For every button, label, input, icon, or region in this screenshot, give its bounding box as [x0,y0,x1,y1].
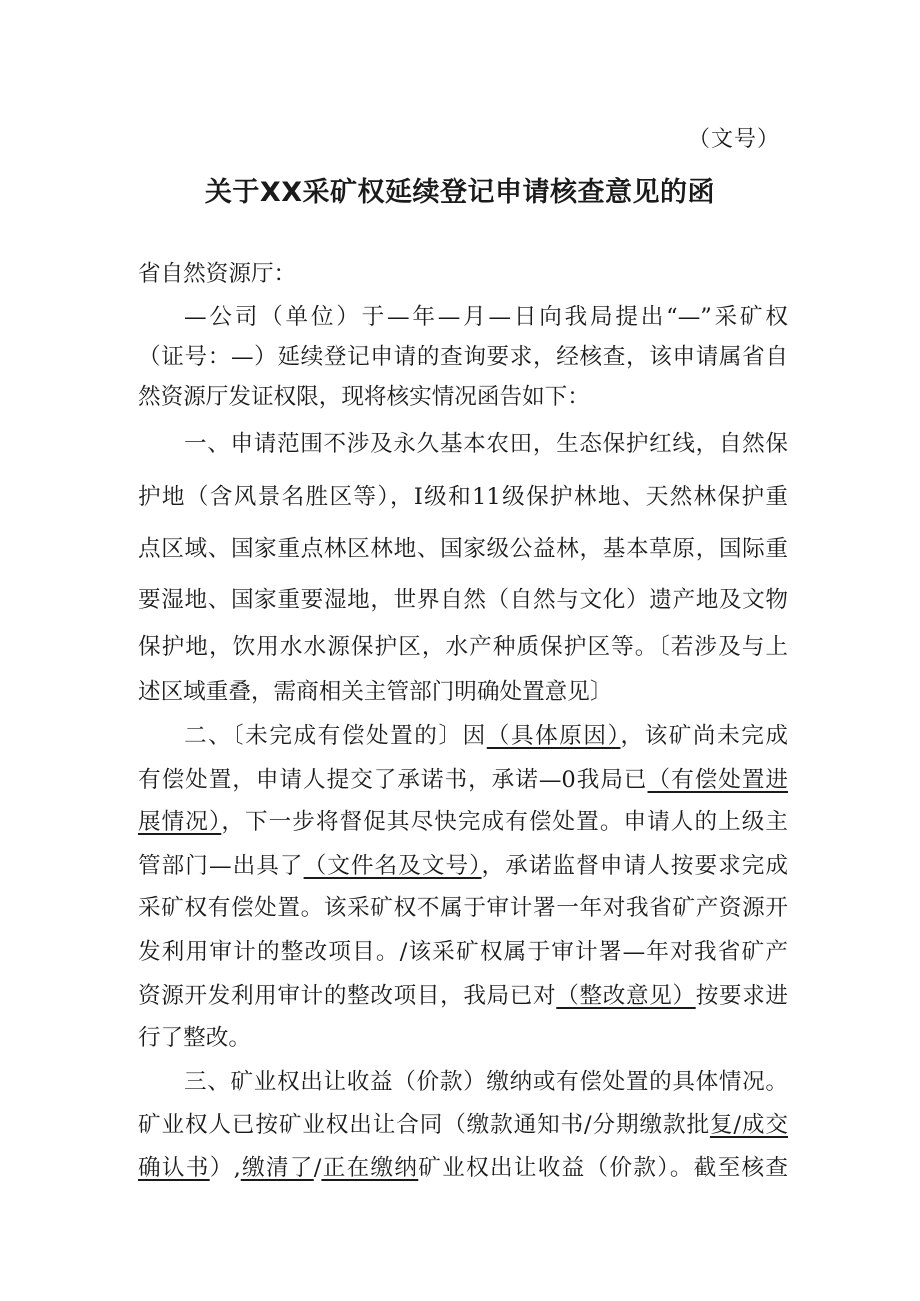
body-line [138,340,788,374]
underlined-text: （整改意见） [556,983,696,1009]
text-segment: ，下一步将督促其尽快完成有偿处置。申请人的上级主 [221,809,788,835]
text-segment: 三、矿业权出让收益（价款）缴纳或有偿处置的具体情况。 [184,1069,788,1095]
text-segment: 一、申请范围不涉及永久基本农田，生态保护红线，自然保 [184,431,788,457]
body-line [138,891,788,925]
text-segment: ）, [209,1155,241,1181]
body-line [138,719,788,753]
text-segment: / [313,1155,322,1181]
underlined-text: 展情况） [138,809,222,835]
text-segment: 保护地，饮用水水源保护区，水产种质保护区等。〔若涉及与上 [138,634,788,660]
underlined-text: （具体原因） [486,723,621,749]
body-line [138,480,788,514]
text-segment: 要湿地、国家重要湿地，世界自然（自然与文化）遗产地及文物 [138,587,788,613]
text-segment: 然资源厅发证权限，现将核实情况函告如下： [138,384,590,410]
body-line [138,380,788,414]
body-line [138,583,788,617]
text-segment: 矿业权出让收益（价款）。截至核查 [418,1155,788,1181]
underlined-text: 正在缴纳 [321,1155,419,1181]
body-line [138,427,788,461]
body-line [138,763,788,797]
text-segment: 二、〔未完成有偿处置的〕因 [184,723,487,749]
body-line [138,300,788,334]
underlined-text: 缴清了 [240,1155,314,1181]
text-segment: 资源开发利用审计的整改项目，我局已对 [138,983,557,1009]
underlined-text: 确认书 [138,1155,210,1181]
body-line [138,1151,788,1185]
text-segment: （证号：—）延续登记申请的查询要求，经核查，该申请属省自 [138,344,788,370]
salutation: 省自然资源厅： [138,261,297,287]
text-segment: 发利用审计的整改项目。/该采矿权属于审计署—年对我省矿产 [138,939,788,965]
underlined-text: 复/成交 [709,1112,788,1138]
text-segment: 管部门—出具了 [138,853,304,879]
text-segment: 矿业权人已按矿业权出让合同（缴款通知书/分期缴款批 [138,1112,710,1138]
body-line [138,1021,788,1055]
body-line [138,935,788,969]
text-segment: —公司（单位）于—年—月—日向我局提出“—”采矿权 [184,304,788,330]
underlined-text: （文件名及文号） [303,853,482,879]
text-segment: 点区域、国家重点林区林地、国家级公益林，基本草原，国际重 [138,536,788,562]
body-line [138,849,788,883]
text-segment: ，该矿尚未完成 [620,723,788,749]
body-line [138,675,788,709]
body-line [138,1065,788,1099]
underlined-text: （有偿处置进 [647,767,788,793]
text-segment: 述区域重叠，需商相关主管部门明确处置意见〕 [138,679,613,705]
text-segment: 采矿权有偿处置。该采矿权不属于审计署一年对我省矿产资源开 [138,895,788,921]
body-line [138,630,788,664]
text-segment: ，承诺监督申请人按要求完成 [481,853,788,879]
text-segment: 有偿处置，申请人提交了承诺书，承诺—0我局已 [138,767,648,793]
body-line [138,1108,788,1142]
body-line [138,979,788,1013]
text-segment: 行了整改。 [138,1025,251,1051]
document-number: （文号） [687,127,780,152]
document-title: 关于XX采矿权延续登记申请核查意见的函 [204,177,716,208]
text-segment: 按要求进 [695,983,788,1009]
body-line [138,532,788,566]
text-segment: 护地（含风景名胜区等），I级和11级保护林地、天然林保护重 [138,484,788,510]
body-line [138,805,788,839]
